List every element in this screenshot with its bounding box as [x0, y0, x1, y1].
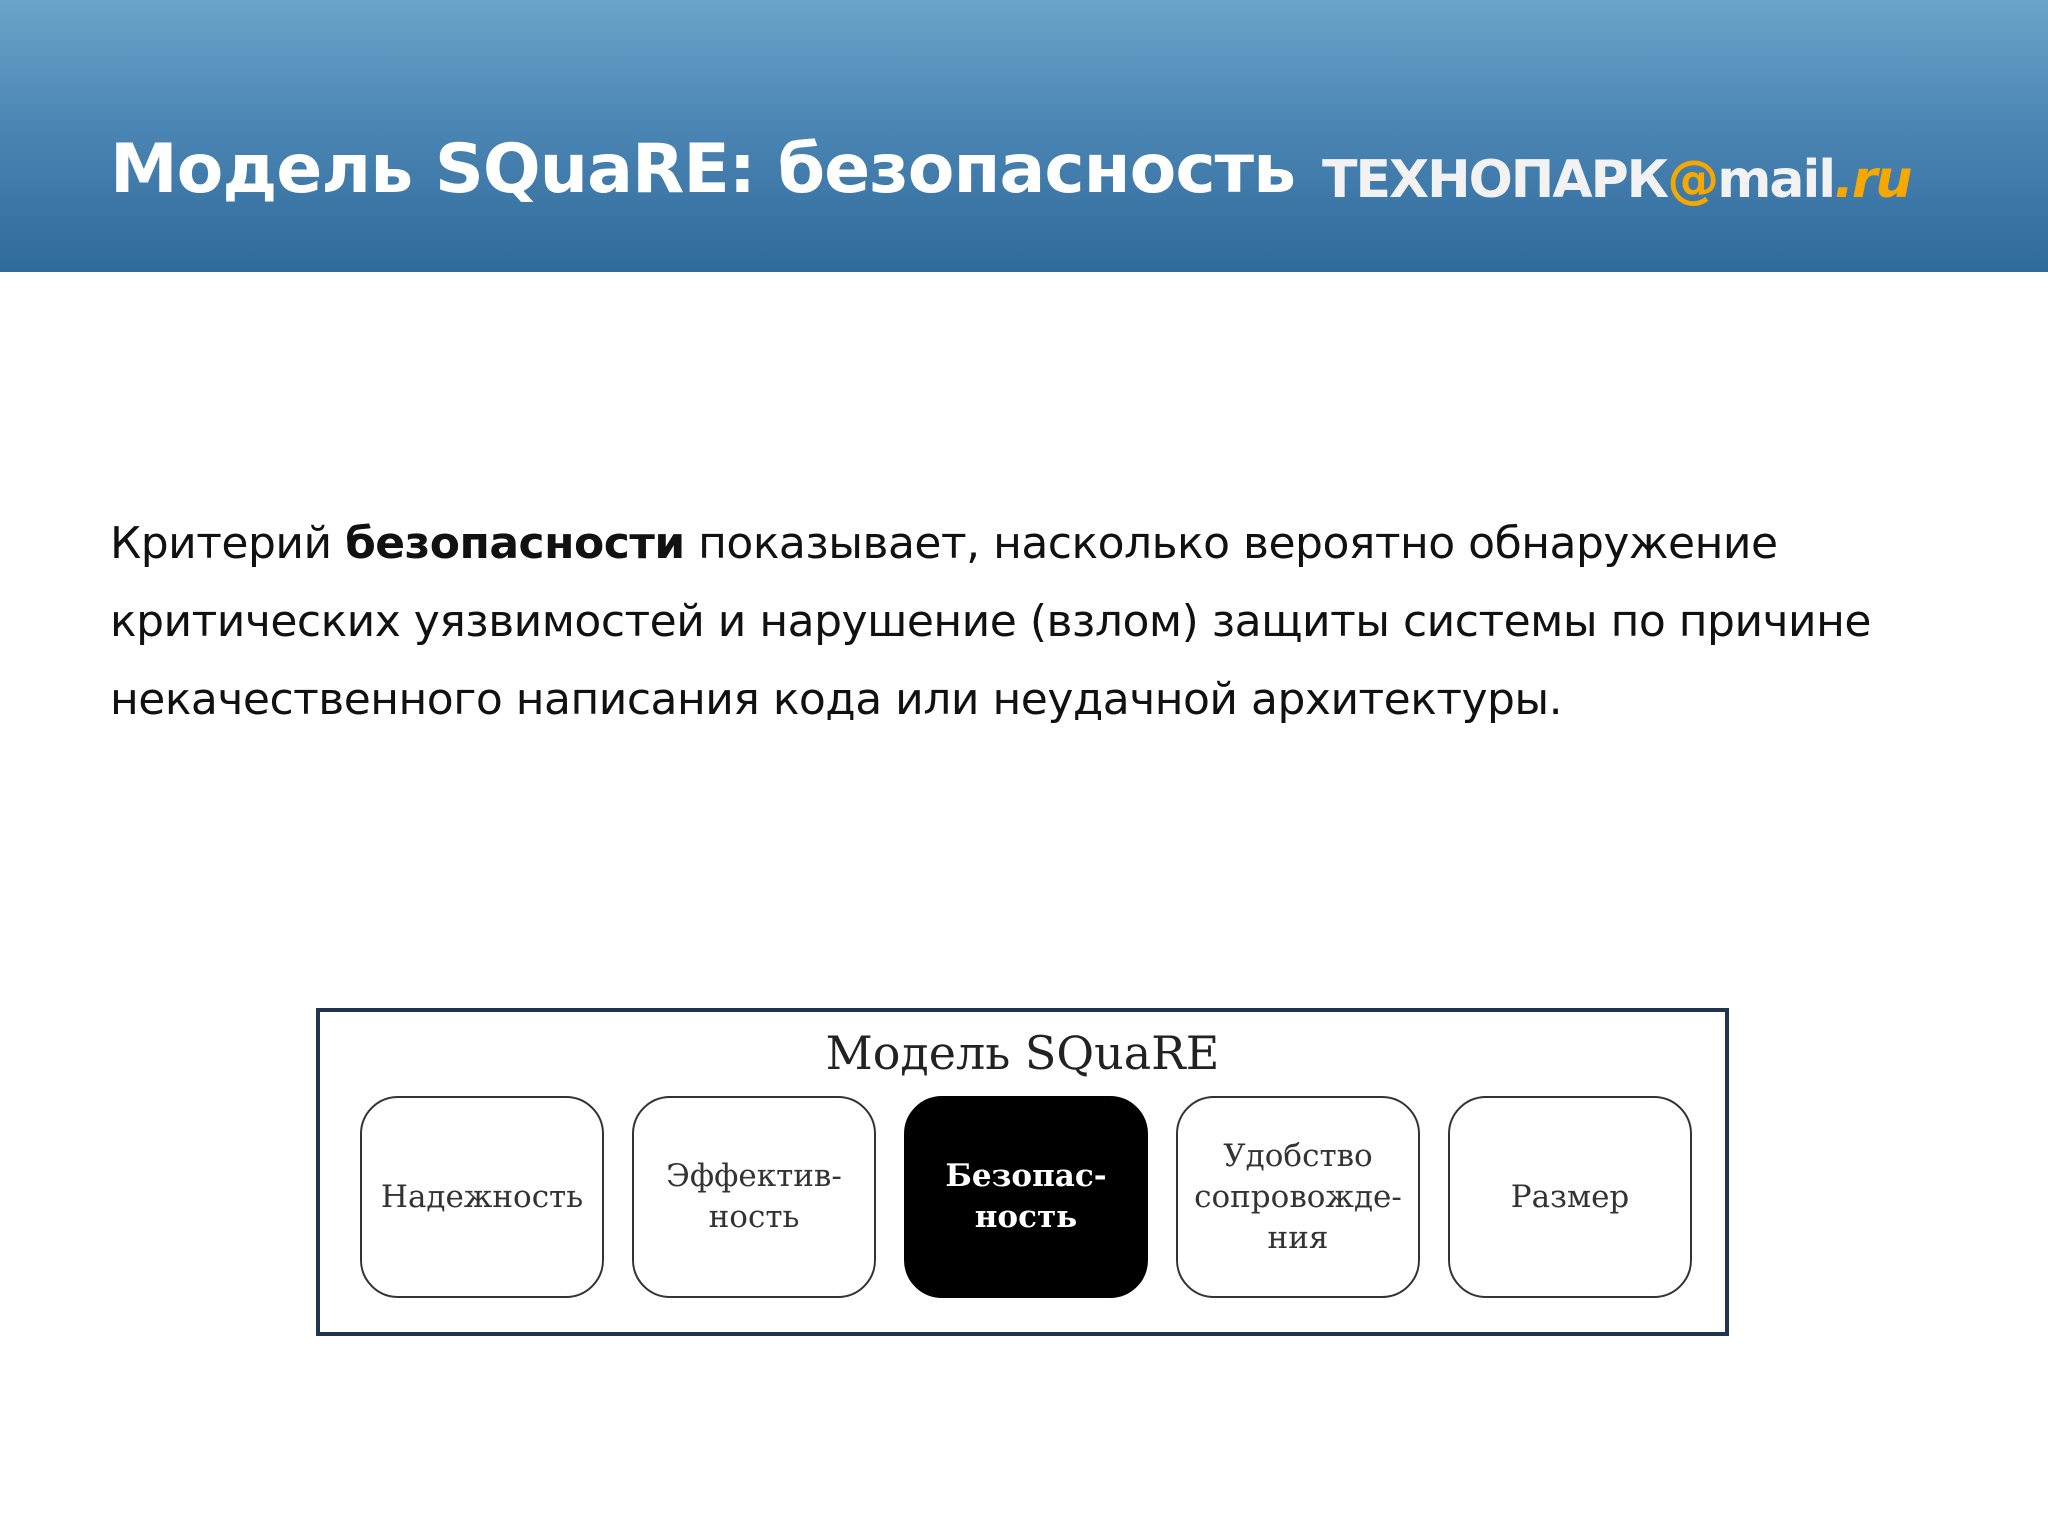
diagram-title: Модель SQuaRE [825, 1026, 1220, 1080]
slide-title: Модель SQuaRE: безопасность [110, 130, 1296, 209]
box-size: Размер [1448, 1096, 1692, 1298]
definition-bold-term: безопасности [345, 518, 685, 569]
definition-text-before: Критерий [110, 518, 346, 569]
logo-at: @ [1667, 150, 1718, 210]
logo-mail: mail [1717, 150, 1835, 210]
technopark-mail-logo [1322, 150, 1911, 210]
logo-ru: .ru [1834, 150, 1911, 210]
box-reliability: Надежность [360, 1096, 604, 1298]
definition-paragraph [110, 505, 1960, 739]
square-model-diagram [316, 1008, 1729, 1336]
slide-header [0, 0, 2048, 272]
definition-text-after: показывает, насколько вероятно обнаружение критических уязвимостей и нарушение (взлом) защиты системы по причине некачественного написания кода или неудачной архитектуры. [110, 518, 1871, 725]
box-security: Безопас- ность [904, 1096, 1148, 1298]
box-maintainability: Удобство сопровожде- ния [1176, 1096, 1420, 1298]
box-efficiency: Эффектив- ность [632, 1096, 876, 1298]
logo-brand: ТЕХНОПАРК [1322, 150, 1668, 210]
